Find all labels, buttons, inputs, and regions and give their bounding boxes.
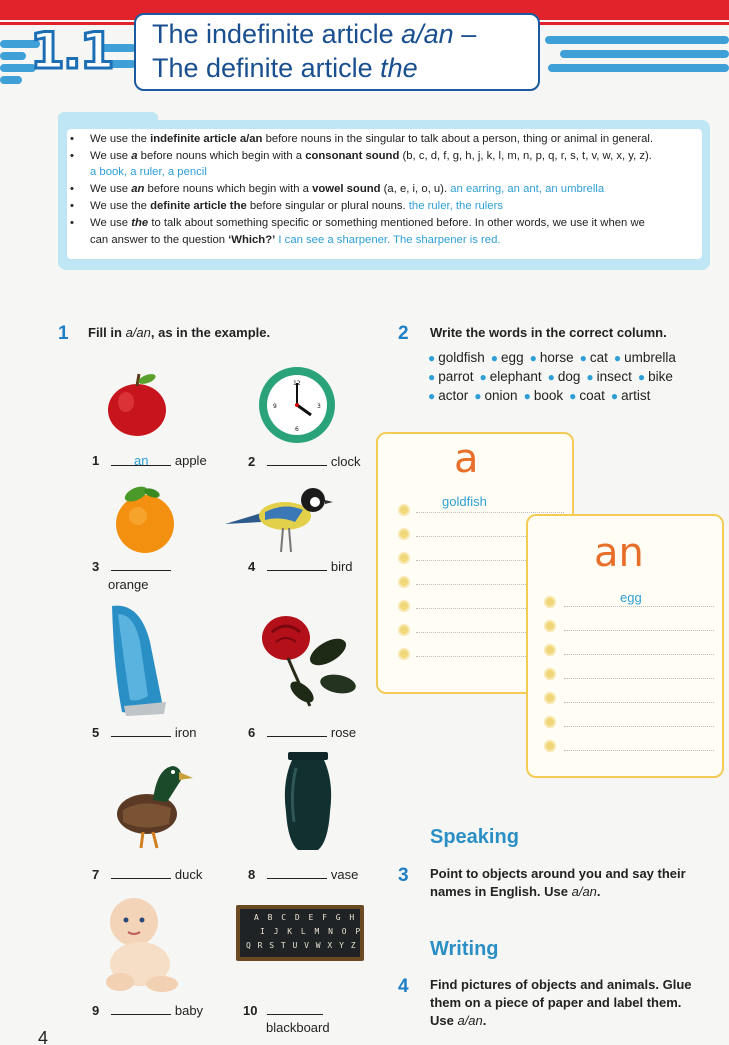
ex1-answer-4[interactable] — [267, 558, 327, 571]
rule-2: • We use a before nouns which begin with a consonant sound (b, c, d, f, g, h, j, k, l, m, n, p, q, r, s, t, v, w, x, y, z). — [70, 150, 652, 162]
ex1-item-5: 5 iron — [92, 725, 197, 740]
vase-image — [280, 752, 336, 852]
ex1-answer-6[interactable] — [267, 724, 327, 737]
title-box — [134, 13, 540, 91]
ex1-item-6: 6 rose — [248, 725, 357, 740]
ex1-item-7: 7 duck — [92, 867, 203, 882]
svg-text:12: 12 — [293, 380, 301, 387]
word-list-row-2: ● parrot ● elephant ● dog ● insect ● bike — [428, 369, 673, 384]
column-a-example: goldfish — [442, 494, 487, 509]
ex1-answer-5[interactable] — [111, 724, 171, 737]
rule-2-examples: a book, a ruler, a pencil — [90, 166, 207, 178]
writing-heading: Writing — [430, 938, 499, 960]
rule-5-cont: can answer to the question ‘Which?’ I can see a sharpener. The sharpener is red. — [90, 234, 501, 246]
orange-image — [112, 484, 178, 556]
iron-image — [104, 602, 174, 718]
rule-5: • We use the to talk about something specific or something mentioned before. In other words, we use it when we — [70, 217, 645, 229]
column-an-heading: an — [594, 530, 644, 576]
ex1-item-8: 8 vase — [248, 867, 359, 882]
title-line-1: The indefinite article a/an – — [152, 19, 477, 49]
ex1-answer-7[interactable] — [111, 866, 171, 879]
ex1-answer-8[interactable] — [267, 866, 327, 879]
svg-text:3: 3 — [317, 403, 321, 410]
ex1-item-10-word: blackboard — [266, 1020, 330, 1035]
ex1-item-2: 2 clock — [248, 454, 361, 469]
ex1-answer-10[interactable] — [267, 1002, 323, 1015]
rule-4: • We use the definite article the before singular or plural nouns. the ruler, the rulers — [70, 200, 503, 212]
ex1-answer-3[interactable] — [111, 558, 171, 571]
blackboard-row-2: I J K L M N O P — [260, 927, 363, 936]
apple-image — [104, 370, 170, 440]
rule-3: • We use an before nouns which begin with a vowel sound (a, e, i, o, u). an earring, an ant, an umbrella — [70, 183, 605, 195]
speaking-line-2: names in English. Use a/an. — [430, 884, 601, 899]
exercise-1-number: 1 — [58, 323, 69, 344]
svg-text:9: 9 — [273, 403, 277, 410]
bird-image — [225, 482, 337, 554]
writing-line-3: Use a/an. — [430, 1013, 487, 1028]
ex1-answer-1[interactable]: an — [111, 453, 171, 466]
ex1-item-10: 10 — [243, 1002, 323, 1018]
exercise-2-number: 2 — [398, 323, 409, 344]
exercise-1-instruction: Fill in a/an, as in the example. — [88, 325, 271, 340]
clock-image — [257, 365, 337, 445]
rose-image — [258, 612, 366, 708]
page-number: 4 — [38, 1028, 49, 1045]
ex1-item-4: 4 bird — [248, 559, 353, 574]
ex1-item-3: 3 — [92, 558, 171, 574]
column-an-example: egg — [620, 590, 642, 605]
speaking-line-1: Point to objects around you and say their — [430, 866, 686, 881]
exercise-4-number: 4 — [398, 976, 409, 997]
baby-image — [100, 892, 186, 998]
ex1-item-1: 1 an apple — [92, 453, 207, 468]
speaking-heading: Speaking — [430, 826, 519, 848]
ex1-answer-2[interactable] — [267, 453, 327, 466]
writing-line-1: Find pictures of objects and animals. Glue — [430, 977, 692, 992]
exercise-2-instruction: Write the words in the correct column. — [430, 325, 667, 340]
word-list-row-3: ● actor ● onion ● book ● coat ● artist — [428, 388, 651, 403]
ex1-item-3-word: orange — [108, 577, 149, 592]
blackboard-row-1: A B C D E F G H — [254, 913, 357, 922]
exercise-3-number: 3 — [398, 865, 409, 886]
writing-line-2: them on a piece of paper and label them. — [430, 995, 682, 1010]
svg-text:6: 6 — [295, 426, 299, 433]
ex1-answer-9[interactable] — [111, 1002, 171, 1015]
column-a-heading: a — [454, 436, 479, 482]
title-line-2: The definite article the — [152, 53, 418, 83]
blackboard-image — [236, 905, 364, 961]
ex1-item-9: 9 baby — [92, 1003, 204, 1018]
column-an-notepad — [526, 514, 724, 778]
duck-image — [113, 758, 193, 850]
rule-1: • We use the indefinite article a/an before nouns in the singular to talk about a person, thing or animal in general. — [70, 133, 654, 145]
word-list-row-1: ● goldfish ● egg ● horse ● cat ● umbrella — [428, 350, 676, 365]
unit-number: 1.1 — [30, 22, 113, 80]
blackboard-row-3: Q R S T U V W X Y Z — [246, 941, 357, 950]
